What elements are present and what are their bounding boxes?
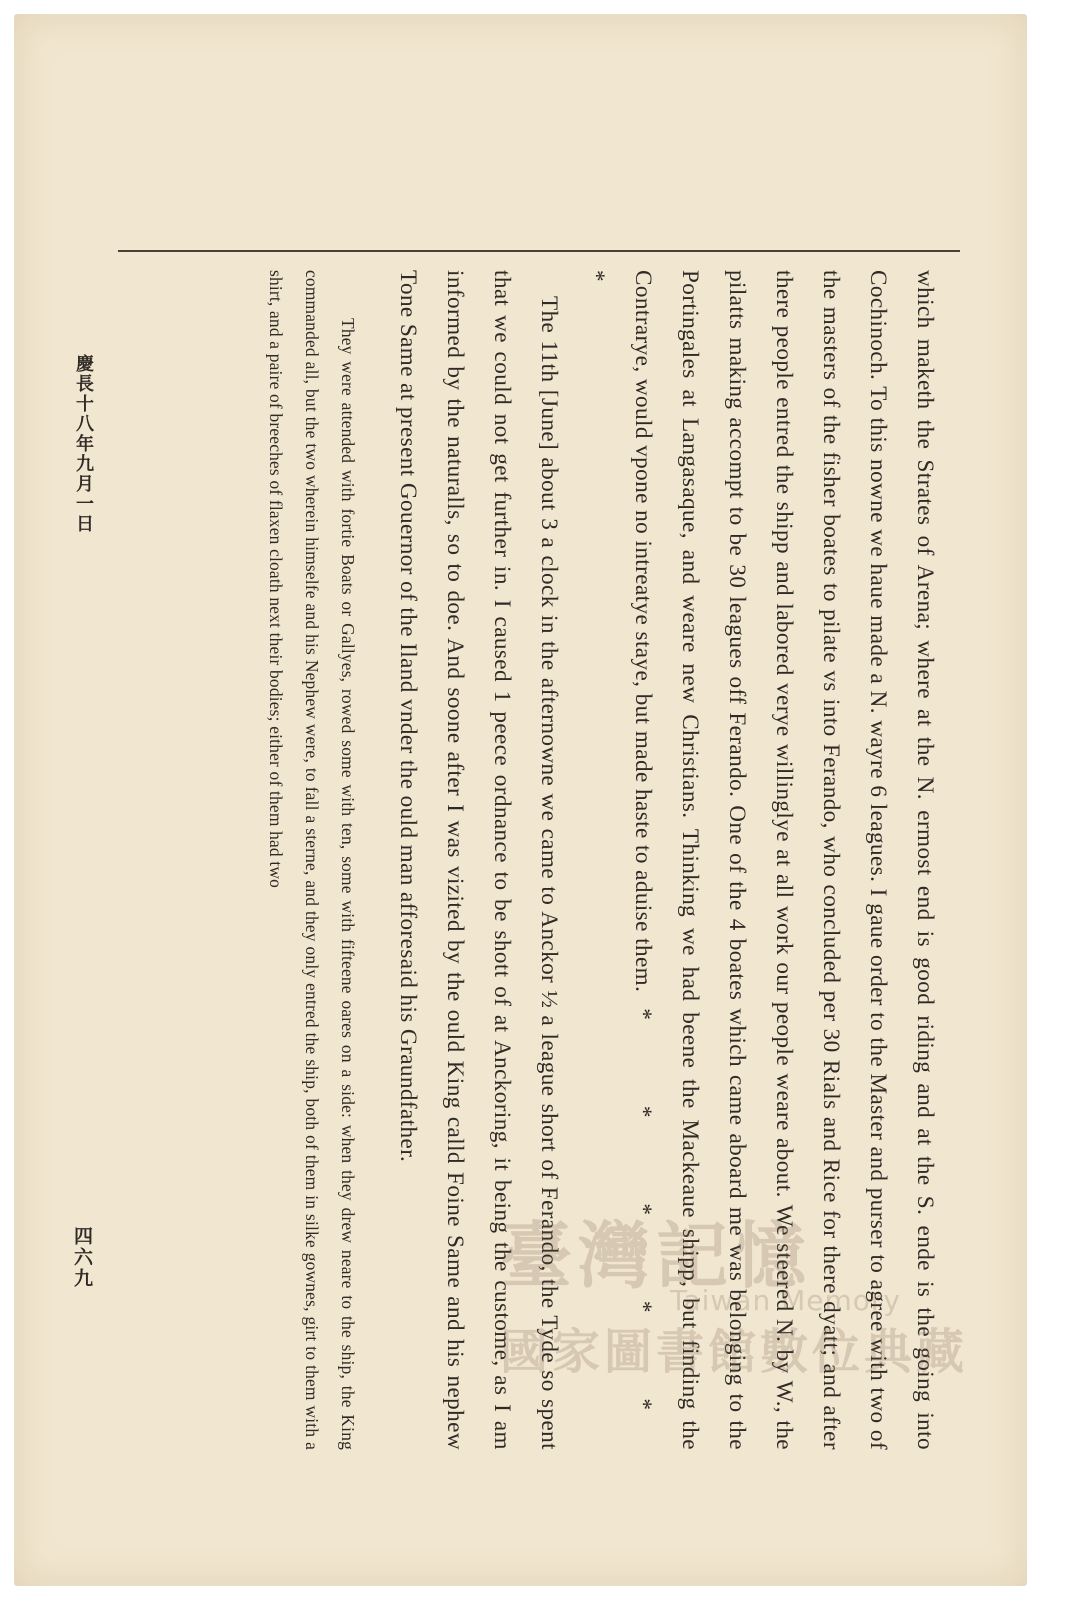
- page-number: 四六九: [71, 1226, 93, 1289]
- watermark-subtitle: 國家圖書館數位典藏: [500, 1324, 969, 1380]
- watermark-title: 臺灣記憶: [500, 1213, 813, 1298]
- book-page: [14, 14, 1027, 1586]
- main-paragraph-2: The 11th [June] about 3 a clock in the afternowne we came to Anckor ½ a league short of Ferando, the Tyde so spent that we could not get further in. I caused 1 peece ordnance to be shott of at Anckoring, it being the custome, as I am informed by the naturalls, so to doe. And soone after I was vizited by the ould King calld Foine Same and his nephew Tone Same at present Gouernor of the Iland vnder the ould man afforesaid his Graundfather.: [395, 270, 562, 1450]
- margin-date: 慶長十八年九月一日: [73, 354, 94, 534]
- main-paragraph-1: [572, 270, 948, 1450]
- note-paragraph-1: They were attended with fortie Boats or Gallyes, rowed some with ten, some with fifteene oares on a side: when they drew neare to the ship, the King commanded all, but the two wherein himselfe and his Nephew were, to fall a sterne, and they only entred the ship, both of them in silke gownes, girt to them with a shirt, and a paire of breeches of flaxen cloath next their bodies; either of them had two: [266, 270, 358, 1450]
- main-paragraph-1-text: which maketh the Strates of Arena; where at the N. ermost end is good riding and at the S. ende is the going into Cochinoch. To this nowne we haue made a N. wayre 6 leagues. I gaue order to the Master and purser to agree with two of the masters of the fisher boates to pilate vs into Ferando, who concluded per 30 Rials and Rice for there dyatt; and after there people entred the shipp and labored verye willinglye at all work our people weare about. We steered N. by W., the pilatts making accompt to be 30 leagues off Ferando. One of the 4 boates which came aboard me was belonging to the Portingales at Langasaque, and weare new Christians. Thinking we had beene the Mackeaue shipp, but finding the Contrarye, would vpone no intreatye staye, but made haste to aduise them.: [630, 270, 938, 1450]
- asterisk-row: * * * * * *: [583, 270, 656, 1451]
- main-text: [384, 270, 948, 1450]
- note-text: [258, 270, 366, 1450]
- header-rule: [118, 250, 960, 252]
- watermark-english: Taiwan Memory: [670, 1284, 901, 1317]
- rotated-text-block: [76, 270, 948, 1450]
